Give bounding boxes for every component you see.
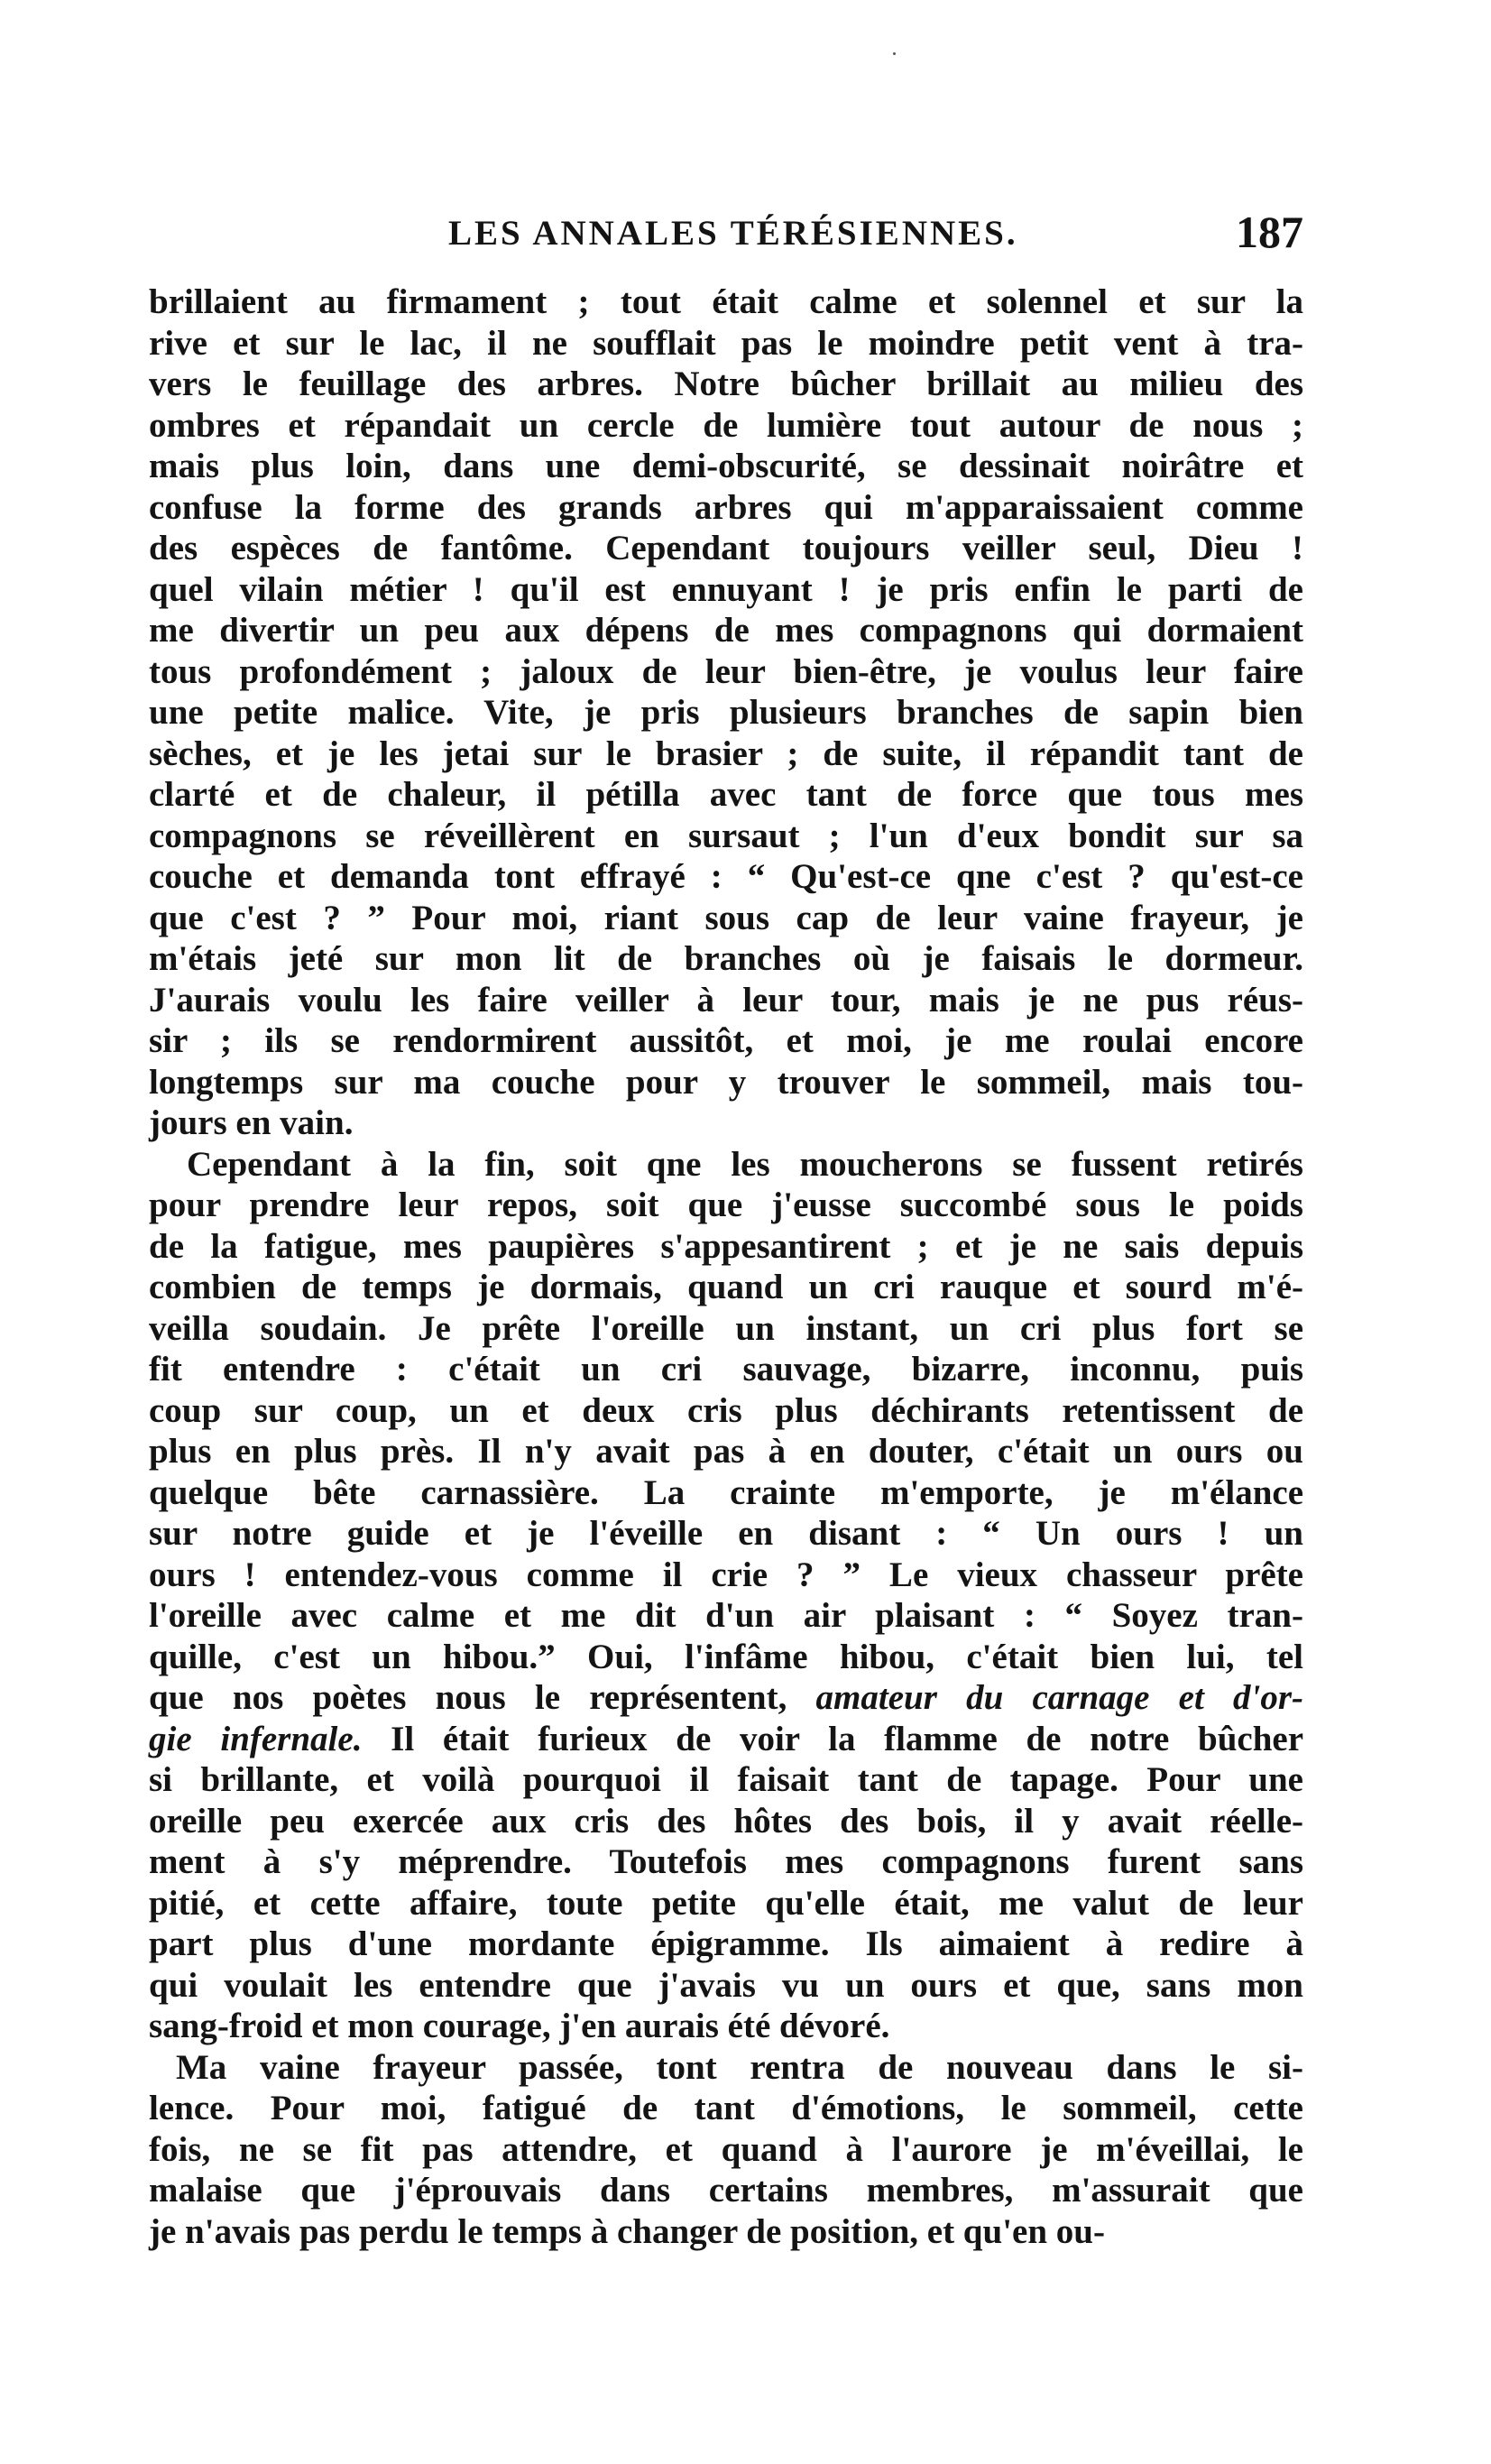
page-number: 187 <box>1236 207 1303 257</box>
text-line: Cependant à la fin, soit qne les moucherons se fussent retirés <box>187 1144 1303 1184</box>
text-line: lence. Pour moi, fatigué de tant d'émotions, le sommeil, cette <box>149 2089 1303 2127</box>
paragraph-3 <box>149 2047 1303 2253</box>
text-line: ment à s'y méprendre. Toutefois mes compagnons furent sans <box>149 1842 1303 1881</box>
body-text <box>149 281 1303 2252</box>
text-segment: Il était furieux de voir la flamme de notre bûcher <box>391 1719 1304 1758</box>
text-line: Ma vaine frayeur passée, tont rentra de nouveau dans le si- <box>176 2047 1303 2087</box>
text-line: m'étais jeté sur mon lit de branches où je faisais le dormeur. <box>149 939 1303 978</box>
text-line: de la fatigue, mes paupières s'appesantirent ; et je ne sais depuis <box>149 1226 1303 1266</box>
text-line: ombres et répandait un cercle de lumière tout autour de nous ; <box>149 405 1303 445</box>
text-line: confuse la forme des grands arbres qui m'apparaissaient comme <box>149 487 1303 527</box>
text-line: quelque bête carnassière. La crainte m'emporte, je m'élance <box>149 1472 1303 1512</box>
text-line: vers le feuillage des arbres. Notre bûcher brillait au milieu des <box>149 365 1303 403</box>
text-line: mais plus loin, dans une demi-obscurité, se dessinait noirâtre et <box>149 447 1303 485</box>
text-line: J'aurais voulu les faire veiller à leur tour, mais je ne pus réus- <box>149 980 1303 1020</box>
text-line: je n'avais pas perdu le temps à changer de position, et qu'en ou- <box>149 2211 1105 2251</box>
text-line: que c'est ? ” Pour moi, riant sous cap de leur vaine frayeur, je <box>149 898 1303 937</box>
text-line: l'oreille avec calme et me dit d'un air plaisant : “ Soyez tran- <box>149 1596 1303 1635</box>
page-header <box>149 206 1303 260</box>
text-line: part plus d'une mordante épigramme. Ils aimaient à redire à <box>149 1924 1303 1963</box>
text-line: coup sur coup, un et deux cris plus déchirants retentissent de <box>149 1390 1303 1430</box>
text-line: quel vilain métier ! qu'il est ennuyant ! je pris enfin le parti de <box>149 569 1303 609</box>
text-line: des espèces de fantôme. Cependant toujours veiller seul, Dieu ! <box>149 529 1303 568</box>
text-line: clarté et de chaleur, il pétilla avec tant de force que tous mes <box>149 775 1303 814</box>
text-line: sir ; ils se rendormirent aussitôt, et moi, je me roulai encore <box>149 1021 1303 1060</box>
text-line: tous profondément ; jaloux de leur bien-être, je voulus leur faire <box>149 651 1303 691</box>
text-line: plus en plus près. Il n'y avait pas à en douter, c'était un ours ou <box>149 1432 1303 1471</box>
text-segment: que nos poètes nous le représentent, <box>149 1678 787 1717</box>
text-line: sur notre guide et je l'éveille en disant : “ Un ours ! un <box>149 1514 1303 1553</box>
italic-quote: amateur du carnage et d'or- <box>815 1678 1303 1717</box>
text-line: sèches, et je les jetai sur le brasier ; de suite, il répandit tant de <box>149 734 1303 773</box>
text-line: quille, c'est un hibou.” Oui, l'infâme hibou, c'était bien lui, tel <box>149 1637 1303 1676</box>
text-line: pour prendre leur repos, soit que j'eusse succombé sous le poids <box>149 1186 1303 1224</box>
italic-quote: gie infernale. <box>149 1719 363 1758</box>
text-line-with-italic <box>149 1677 1303 1719</box>
text-line-with-italic <box>149 1719 1303 1760</box>
text-line: malaise que j'éprouvais dans certains membres, m'assurait que <box>149 2171 1303 2210</box>
text-line: fit entendre : c'était un cri sauvage, bizarre, inconnu, puis <box>149 1350 1303 1389</box>
text-line: fois, ne se fit pas attendre, et quand à l'aurore je m'éveillai, le <box>149 2129 1303 2169</box>
text-line: sang-froid et mon courage, j'en aurais été dévoré. <box>149 2007 890 2045</box>
running-title: LES ANNALES TÉRÉSIENNES. <box>448 214 1018 253</box>
text-line: pitié, et cette affaire, toute petite qu'elle était, me valut de leur <box>149 1883 1303 1923</box>
text-line: jours en vain. <box>149 1103 354 1142</box>
text-line: longtemps sur ma couche pour y trouver le sommeil, mais tou- <box>149 1062 1303 1102</box>
text-line: brillaient au firmament ; tout était calme et solennel et sur la <box>149 282 1303 321</box>
text-line: me divertir un peu aux dépens de mes compagnons qui dormaient <box>149 611 1303 650</box>
paragraph-1 <box>149 281 1303 1144</box>
text-line: combien de temps je dormais, quand un cri rauque et sourd m'é- <box>149 1268 1303 1306</box>
print-speck <box>893 52 896 55</box>
text-line: veilla soudain. Je prête l'oreille un instant, un cri plus fort se <box>149 1308 1303 1348</box>
text-line: oreille peu exercée aux cris des hôtes des bois, il y avait réelle- <box>149 1801 1303 1841</box>
text-line: rive et sur le lac, il ne soufflait pas le moindre petit vent à tra- <box>149 323 1303 363</box>
text-line: si brillante, et voilà pourquoi il faisait tant de tapage. Pour une <box>149 1760 1303 1799</box>
text-line: qui voulait les entendre que j'avais vu un ours et que, sans mon <box>149 1965 1303 2005</box>
paragraph-2 <box>149 1144 1303 2047</box>
text-line: compagnons se réveillèrent en sursaut ; l'un d'eux bondit sur sa <box>149 816 1303 855</box>
text-line: une petite malice. Vite, je pris plusieurs branches de sapin bien <box>149 693 1303 732</box>
text-line: couche et demanda tont effrayé : “ Qu'est-ce qne c'est ? qu'est-ce <box>149 857 1303 896</box>
text-line: ours ! entendez-vous comme il crie ? ” Le vieux chasseur prête <box>149 1555 1303 1594</box>
